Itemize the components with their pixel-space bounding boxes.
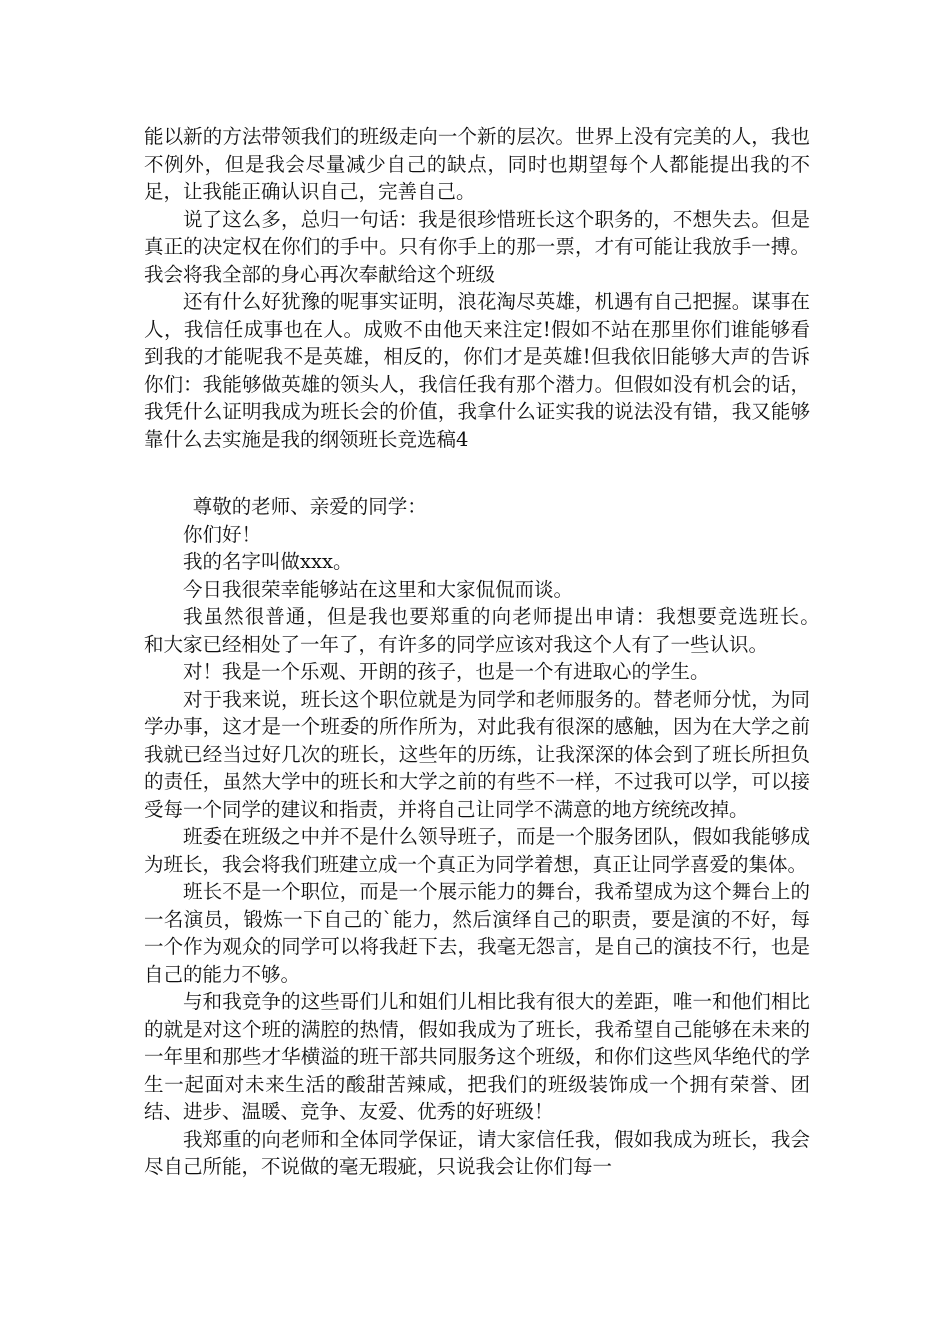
paragraph: 对于我来说，班长这个职位就是为同学和老师服务的。替老师分忧，为同学办事，这才是一个班委的所作所为，对此我有很深的感触，因为在大学之前我就已经当过好几次的班长，这些年的历练，让我深深的体会到了班长所担负的责任，虽然大学中的班长和大学之前的有些不一样，不过我可以学，可以接受每一个同学的建议和指责，并将自己让同学不满意的地方统统改掉。 xyxy=(144,687,810,821)
greeting-line: 尊敬的老师、亲爱的同学： xyxy=(192,495,427,518)
paragraph: 你们好！ xyxy=(183,522,262,546)
paragraph: 我虽然很普通，但是我也要郑重的向老师提出申请：我想要竞选班长。 和大家已经相处了一年了，有许多的同学应该对我这个人有了一些认识。 xyxy=(144,605,830,656)
paragraph: 对！我是一个乐观、开朗的孩子，也是一个有进取心的学生。 xyxy=(183,660,710,683)
paragraph: 我的名字叫做xxx。 xyxy=(183,550,353,573)
paragraph: 我郑重的向老师和全体同学保证，请大家信任我，假如我成为班长，我会尽自己所能，不说做的毫无瑕疵，只说我会让你们每一 xyxy=(144,1127,810,1178)
paragraph: 班长不是一个职位，而是一个展示能力的舞台，我希望成为这个舞台上的一名演员，锻炼一下自己的`能力，然后演绎自己的职责，要是演的不好，每一个作为观众的同学可以将我赶下去，我毫无怨言，是自己的演技不行，也是自己的能力不够。 xyxy=(144,880,810,986)
paragraph: 班委在班级之中并不是什么领导班子，而是一个服务团队，假如我能够成为班长，我会将我们班建立成一个真正为同学着想，真正让同学喜爱的集体。 xyxy=(144,825,810,876)
paragraph: 今日我很荣幸能够站在这里和大家侃侃而谈。 xyxy=(183,577,574,601)
paragraph: 与和我竞争的这些哥们儿和姐们儿相比我有很大的差距，唯一和他们相比的就是对这个班的满腔的热情，假如我成为了班长，我希望自己能够在未来的一年里和那些才华横溢的班干部共同服务这个班级，和你们这些风华绝代的学生一起面对未来生活的酸甜苦辣咸，把我们的班级装饰成一个拥有荣誉、团结、进步、温暖、竞争、友爱、优秀的好班级！ xyxy=(144,990,810,1123)
speech-4-section xyxy=(144,493,830,1181)
speech-continuation-section xyxy=(144,123,810,453)
paragraph: 说了这么多，总归一句话：我是很珍惜班长这个职务的，不想失去。但是真正的决定权在你们的手中。只有你手上的那一票，才有可能让我放手一搏。我会将我全部的身心再次奉献给这个班级 xyxy=(144,207,810,286)
paragraph: 能以新的方法带领我们的班级走向一个新的层次。世界上没有完美的人，我也不例外，但是我会尽量减少自己的缺点，同时也期望每个人都能提出我的不足，让我能正确认识自己，完善自己。 xyxy=(144,125,810,203)
paragraph: 还有什么好犹豫的呢事实证明，浪花淘尽英雄，机遇有自己把握。谋事在人，我信任成事也在人。成败不由他天来注定!假如不站在那里你们谁能够看到我的才能呢我不是英雄，相反的，你们才是英雄!但我依旧能够大声的告诉你们：我能够做英雄的领头人，我信任我有那个潜力。但假如没有机会的话，我凭什么证明我成为班长会的价值，我拿什么证实我的说法没有错，我又能够靠什么去实施是我的纲领班长竞选稿4 xyxy=(144,290,810,451)
